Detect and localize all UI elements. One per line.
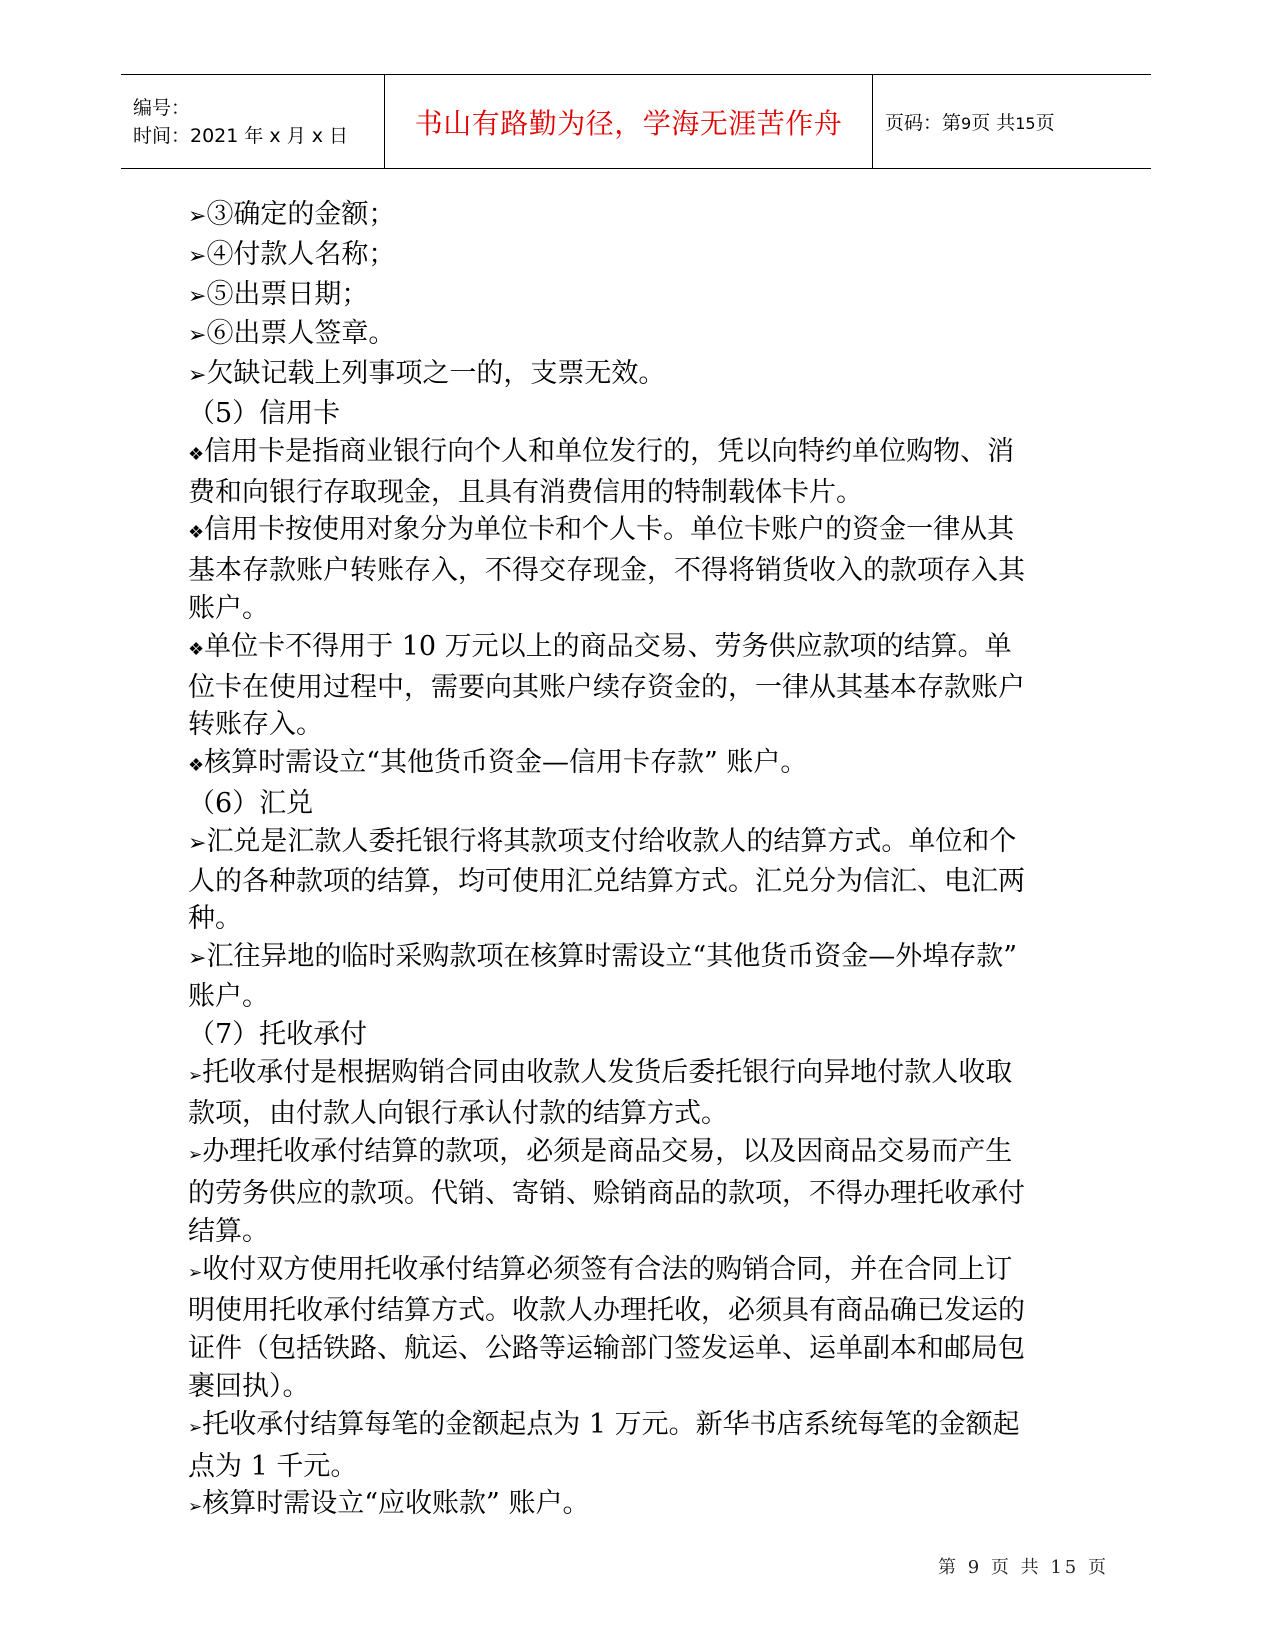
- section-heading: [188, 1016, 1088, 1054]
- diamond-bullet-icon: ❖: [188, 638, 205, 660]
- page-total: 15: [1015, 114, 1036, 133]
- text-line: [188, 863, 1088, 901]
- line-text: 费和向银行存取现金，且具有消费信用的特制载体卡片。: [188, 476, 863, 508]
- line-text: 转账存入。: [188, 709, 323, 741]
- diamond-bullet-icon: ❖: [188, 522, 205, 544]
- arrow-bullet-icon: ➢: [188, 1417, 203, 1438]
- header-motto: 书山有路勤为径，学海无涯苦作舟: [414, 106, 843, 140]
- text-line: [188, 474, 1088, 512]
- line-text: 核算时需设立“应收账款” 账户。: [202, 1488, 590, 1520]
- line-text: 结算。: [188, 1215, 269, 1247]
- line-text: （5）信用卡: [188, 397, 341, 429]
- arrow-bullet-icon: ➢: [188, 204, 207, 229]
- line-text: 核算时需设立“其他货币资金—信用卡存款” 账户。: [204, 747, 808, 779]
- text-line: [188, 978, 1088, 1016]
- line-text: 款项，由付款人向银行承认付款的结算方式。: [188, 1098, 728, 1130]
- text-line: [188, 1330, 1088, 1368]
- text-line: [188, 628, 1088, 669]
- header-meta: [121, 75, 385, 168]
- text-line: [188, 196, 1088, 236]
- arrow-bullet-icon: ➢: [188, 323, 207, 349]
- text-line: [188, 1485, 1088, 1527]
- line-text: 欠缺记载上列事项之一的，支票无效。: [206, 358, 666, 390]
- arrow-bullet-icon: ➢: [188, 283, 207, 309]
- text-line: [188, 433, 1088, 474]
- line-text: 点为 1 千元。: [188, 1450, 358, 1482]
- line-text: 种。: [188, 903, 242, 935]
- text-line: [188, 1054, 1088, 1096]
- line-text: 明使用托收承付结算方式。收款人办理托收，必须具有商品确已发运的: [188, 1295, 1025, 1327]
- text-line: [188, 669, 1088, 707]
- page-suffix: 页: [1035, 112, 1055, 134]
- text-line: [188, 552, 1088, 590]
- line-text: 的劳务供应的款项。代销、寄销、赊销商品的款项，不得办理托收承付: [188, 1177, 1025, 1209]
- line-text: 账户。: [188, 592, 269, 624]
- text-line: [188, 938, 1088, 978]
- line-text: 托收承付结算每笔的金额起点为 1 万元。新华书店系统每笔的金额起: [202, 1408, 1020, 1440]
- text-line: [188, 1251, 1088, 1293]
- document-body: [188, 196, 1088, 1527]
- text-line: [188, 590, 1088, 628]
- text-line: [188, 1095, 1088, 1133]
- text-line: [188, 276, 1088, 316]
- page-footer: 第 9 页 共 15 页: [938, 1557, 1109, 1578]
- line-text: （7）托收承付: [188, 1018, 368, 1050]
- line-text: 托收承付是根据购销合同由收款人发货后委托银行向异地付款人收取: [202, 1056, 1013, 1088]
- section-heading: [188, 395, 1088, 433]
- line-text: 汇兑是汇款人委托银行将其款项支付给收款人的结算方式。单位和个: [206, 825, 1017, 857]
- text-line: [188, 1175, 1088, 1213]
- section-heading: [188, 785, 1088, 823]
- text-line: [188, 900, 1088, 938]
- line-text: ③确定的金额；: [206, 199, 396, 230]
- line-text: 基本存款账户转账存入，不得交存现金，不得将销货收入的款项存入其: [188, 555, 1025, 587]
- text-line: [188, 511, 1088, 552]
- arrow-bullet-icon: ➢: [188, 243, 207, 269]
- line-text: ⑥出票人签章。: [206, 318, 396, 350]
- header-motto-cell: [385, 75, 873, 168]
- line-text: 单位卡不得用于 10 万元以上的商品交易、劳务供应款项的结算。单: [204, 630, 1012, 662]
- text-line: [188, 1133, 1088, 1175]
- text-line: [188, 1406, 1088, 1448]
- line-text: ④付款人名称；: [206, 238, 396, 270]
- arrow-bullet-icon: ➢: [188, 1065, 203, 1086]
- line-text: 收付双方使用托收承付结算必须签有合法的购销合同，并在合同上订: [202, 1253, 1013, 1285]
- line-text: 证件（包括铁路、航运、公路等运输部门签发运单、运单副本和邮局包: [188, 1333, 1025, 1365]
- text-line: [188, 355, 1088, 395]
- document-date: 时间：2021 年 x 月 x 日: [133, 124, 349, 147]
- line-text: 位卡在使用过程中，需要向其账户续存资金的，一律从其基本存款账户: [188, 671, 1025, 703]
- text-line: [188, 236, 1088, 276]
- page-current: 9: [961, 114, 972, 133]
- diamond-bullet-icon: ❖: [188, 755, 205, 777]
- line-text: （6）汇兑: [188, 787, 314, 819]
- diamond-bullet-icon: ❖: [188, 443, 205, 465]
- line-text: ⑤出票日期；: [206, 278, 369, 310]
- header-page-info: [873, 75, 1151, 168]
- document-number-label: 编号：: [133, 96, 191, 119]
- page-prefix: 页码：第: [885, 112, 962, 134]
- text-line: [188, 1213, 1088, 1251]
- arrow-bullet-icon: ➢: [188, 830, 207, 856]
- page-mid: 页 共: [971, 112, 1016, 134]
- text-line: [188, 1448, 1088, 1486]
- text-line: [188, 823, 1088, 863]
- text-line: [188, 315, 1088, 355]
- arrow-bullet-icon: ➢: [188, 363, 207, 389]
- line-text: 汇往异地的临时采购款项在核算时需设立“其他货币资金—外埠存款”: [206, 941, 1018, 973]
- line-text: 信用卡按使用对象分为单位卡和个人卡。单位卡账户的资金一律从其: [204, 514, 1015, 546]
- page-header: [121, 74, 1151, 169]
- arrow-bullet-icon: ➢: [188, 1497, 203, 1518]
- arrow-bullet-icon: ➢: [188, 1145, 203, 1166]
- text-line: [188, 1368, 1088, 1406]
- text-line: [188, 744, 1088, 785]
- text-line: [188, 706, 1088, 744]
- line-text: 裹回执）。: [188, 1370, 310, 1402]
- arrow-bullet-icon: ➢: [188, 946, 207, 972]
- line-text: 账户。: [188, 980, 269, 1012]
- arrow-bullet-icon: ➢: [188, 1262, 203, 1283]
- line-text: 信用卡是指商业银行向个人和单位发行的，凭以向特约单位购物、消: [204, 435, 1015, 467]
- line-text: 办理托收承付结算的款项，必须是商品交易，以及因商品交易而产生: [202, 1136, 1013, 1168]
- text-line: [188, 1292, 1088, 1330]
- line-text: 人的各种款项的结算，均可使用汇兑结算方式。汇兑分为信汇、电汇两: [188, 865, 1025, 897]
